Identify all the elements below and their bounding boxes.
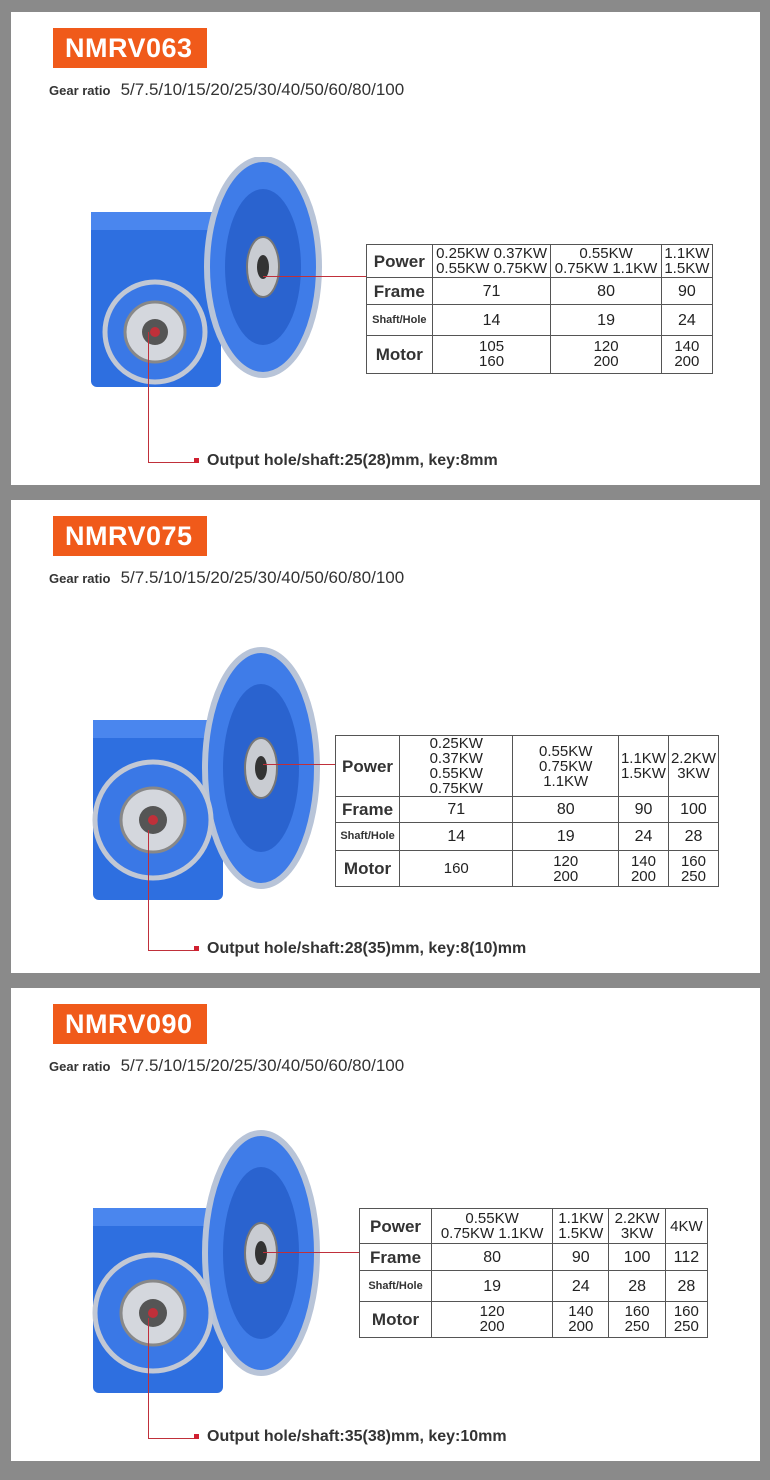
motor-cell: 120 200 — [551, 335, 661, 373]
bullet-icon — [194, 946, 199, 951]
motor-cell: 140 200 — [618, 851, 668, 887]
power-cell: 0.55KW 0.75KW 1.1KW — [513, 736, 618, 797]
leader-line — [148, 1438, 198, 1439]
shaft-cell: 24 — [661, 305, 712, 335]
motor-cell: 160 250 — [668, 851, 718, 887]
motor-cell: 160 250 — [609, 1301, 665, 1337]
power-cell: 4KW — [665, 1209, 707, 1244]
leader-line — [263, 1252, 359, 1253]
frame-cell: 80 — [551, 278, 661, 305]
bullet-icon — [194, 458, 199, 463]
frame-label: Frame — [360, 1244, 432, 1271]
motor-cell: 140 200 — [661, 335, 712, 373]
output-spec: Output hole/shaft:25(28)mm, key:8mm — [194, 452, 498, 470]
power-label: Power — [360, 1209, 432, 1244]
output-spec: Output hole/shaft:35(38)mm, key:10mm — [194, 1428, 507, 1446]
frame-cell: 90 — [661, 278, 712, 305]
shaft-cell: 19 — [513, 823, 618, 851]
frame-label: Frame — [336, 797, 400, 823]
power-cell: 0.55KW 0.75KW 1.1KW — [551, 245, 661, 278]
shaft-cell: 28 — [668, 823, 718, 851]
gear-reducer-image — [73, 157, 323, 437]
frame-cell: 100 — [668, 797, 718, 823]
gear-ratio-values: 5/7.5/10/15/20/25/30/40/50/60/80/100 — [120, 568, 405, 587]
frame-cell: 100 — [609, 1244, 665, 1271]
spec-table — [359, 1208, 708, 1338]
frame-cell: 90 — [618, 797, 668, 823]
power-cell: 2.2KW 3KW — [609, 1209, 665, 1244]
gear-ratio-line — [49, 1056, 404, 1076]
gear-ratio-label: Gear ratio — [49, 83, 111, 98]
motor-label: Motor — [360, 1301, 432, 1337]
power-label: Power — [336, 736, 400, 797]
power-label: Power — [367, 245, 433, 278]
panel-nmrv075 — [11, 500, 760, 973]
gear-ratio-label: Gear ratio — [49, 1059, 111, 1074]
power-cell: 1.1KW 1.5KW — [618, 736, 668, 797]
motor-label: Motor — [367, 335, 433, 373]
model-title: NMRV075 — [53, 516, 207, 556]
gear-reducer-image — [81, 640, 331, 920]
power-cell: 0.25KW 0.37KW 0.55KW 0.75KW — [432, 245, 551, 278]
frame-cell: 80 — [432, 1244, 553, 1271]
motor-cell: 140 200 — [553, 1301, 609, 1337]
panel-nmrv063 — [11, 12, 760, 485]
gear-ratio-values: 5/7.5/10/15/20/25/30/40/50/60/80/100 — [120, 1056, 405, 1075]
frame-cell: 71 — [400, 797, 513, 823]
motor-cell: 160 250 — [665, 1301, 707, 1337]
shaft-cell: 14 — [400, 823, 513, 851]
shaft-label: Shaft/Hole — [367, 305, 433, 335]
power-cell: 1.1KW 1.5KW — [661, 245, 712, 278]
motor-cell: 120 200 — [432, 1301, 553, 1337]
spec-table — [366, 244, 713, 374]
gear-reducer-image — [81, 1128, 331, 1413]
model-title: NMRV063 — [53, 28, 207, 68]
spec-table — [335, 735, 719, 887]
shaft-cell: 24 — [618, 823, 668, 851]
shaft-cell: 19 — [432, 1271, 553, 1301]
shaft-label: Shaft/Hole — [336, 823, 400, 851]
power-cell: 1.1KW 1.5KW — [553, 1209, 609, 1244]
gear-ratio-line — [49, 80, 404, 100]
shaft-cell: 28 — [665, 1271, 707, 1301]
leader-line — [148, 332, 149, 462]
frame-cell: 90 — [553, 1244, 609, 1271]
frame-cell: 71 — [432, 278, 551, 305]
motor-cell: 160 — [400, 851, 513, 887]
power-cell: 0.55KW 0.75KW 1.1KW — [432, 1209, 553, 1244]
frame-cell: 112 — [665, 1244, 707, 1271]
shaft-label: Shaft/Hole — [360, 1271, 432, 1301]
gear-ratio-line — [49, 568, 404, 588]
power-cell: 0.25KW 0.37KW 0.55KW 0.75KW — [400, 736, 513, 797]
model-title: NMRV090 — [53, 1004, 207, 1044]
gear-ratio-label: Gear ratio — [49, 571, 111, 586]
frame-cell: 80 — [513, 797, 618, 823]
shaft-cell: 24 — [553, 1271, 609, 1301]
shaft-cell: 28 — [609, 1271, 665, 1301]
leader-line — [148, 462, 198, 463]
leader-line — [263, 764, 335, 765]
bullet-icon — [194, 1434, 199, 1439]
frame-label: Frame — [367, 278, 433, 305]
motor-label: Motor — [336, 851, 400, 887]
leader-line — [263, 276, 366, 277]
power-cell: 2.2KW 3KW — [668, 736, 718, 797]
leader-line — [148, 830, 149, 950]
output-spec: Output hole/shaft:28(35)mm, key:8(10)mm — [194, 940, 526, 958]
shaft-cell: 19 — [551, 305, 661, 335]
leader-line — [148, 950, 198, 951]
motor-cell: 120 200 — [513, 851, 618, 887]
gear-ratio-values: 5/7.5/10/15/20/25/30/40/50/60/80/100 — [120, 80, 405, 99]
leader-line — [148, 1318, 149, 1438]
shaft-cell: 14 — [432, 305, 551, 335]
motor-cell: 105 160 — [432, 335, 551, 373]
panel-nmrv090 — [11, 988, 760, 1461]
